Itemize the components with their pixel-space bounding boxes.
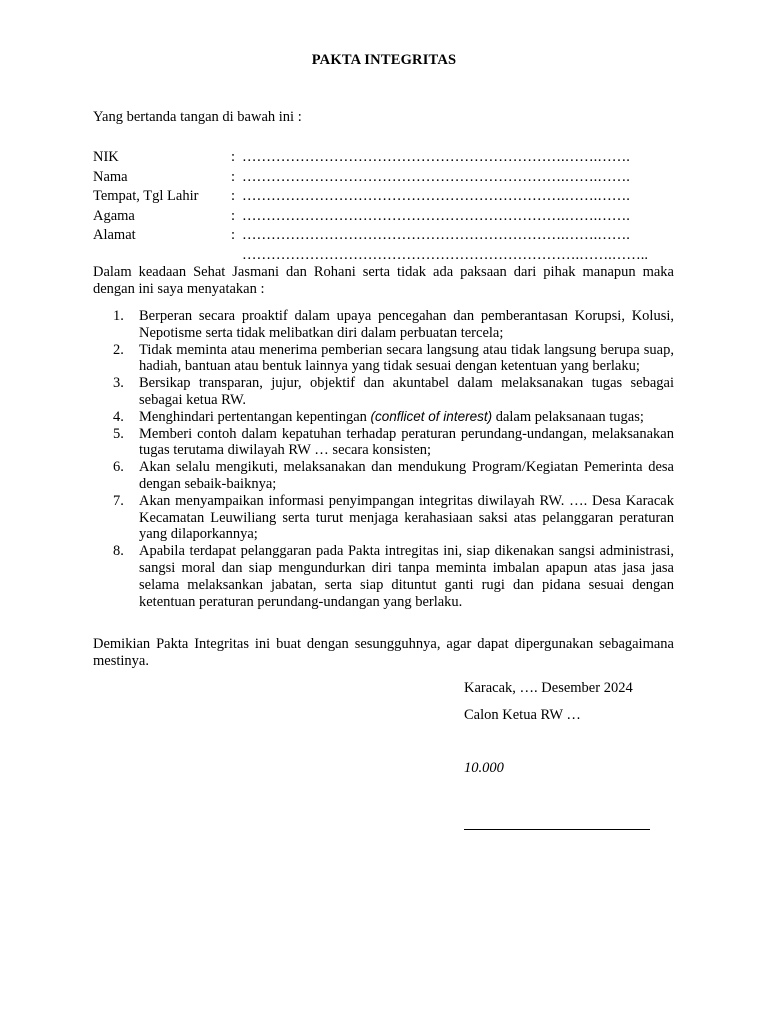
field-agama (93, 207, 653, 227)
field-blank: ………………………………………………………….…….……. (242, 188, 630, 204)
list-text: Tidak meminta atau menerima pemberian secara langsung atau tidak langsung berupa suap, hadiah, bantuan atau bentuk lainnya yang tidak sesuai dengan ketentuan yang berlaku; (139, 341, 674, 375)
field-colon: : (231, 168, 236, 185)
signature-role: Calon Ketua RW … (464, 707, 581, 723)
list-item (93, 342, 674, 376)
list-item (93, 459, 674, 493)
list-text-after: dalam pelaksanaan tugas; (492, 408, 644, 425)
closing-paragraph: Demikian Pakta Integritas ini buat dengan sesungguhnya, agar dapat dipergunakan sebagaimana mestinya. (93, 636, 674, 669)
list-text: Akan menyampaikan informasi penyimpangan integritas diwilayah RW. …. Desa Karacak Kecamatan Leuwiliang serta turut menjaga kerahasiaan saksi atas pelanggaran peraturan yang dilaporkannya; (139, 492, 674, 543)
field-blank: ………………………………………………………….…….……. (242, 149, 630, 165)
field-label: NIK (93, 149, 119, 165)
list-number: 6. (113, 459, 124, 476)
list-item (93, 493, 674, 543)
list-text (139, 409, 644, 425)
field-nama (93, 168, 653, 188)
list-text: Berperan secara proaktif dalam upaya pencegahan dan pemberantasan Korupsi, Kolusi, Nepotisme serta tidak melibatkan diri dalam perbuatan tercela; (139, 308, 674, 341)
stamp-duty-text: 10.000 (464, 760, 504, 776)
list-text: Akan selalu mengikuti, melaksanakan dan mendukung Program/Kegiatan Pemerinta desa dengan sebaik-baiknya; (139, 459, 674, 492)
field-label: Agama (93, 207, 135, 224)
list-text: Memberi contoh dalam kepatuhan terhadap peraturan perundang-undangan, melaksanakan tugas terutama diwilayah RW … secara konsisten; (139, 425, 674, 459)
signature-place-date: Karacak, …. Desember 2024 (464, 680, 633, 696)
identity-fields (93, 148, 653, 265)
field-colon: : (231, 207, 236, 224)
field-label: Nama (93, 168, 128, 185)
list-number: 8. (113, 543, 124, 560)
list-number: 4. (113, 408, 124, 425)
list-text-before: Menghindari pertentangan kepentingan (139, 408, 371, 425)
list-item (93, 308, 674, 342)
field-alamat-continuation (93, 246, 653, 266)
list-item (93, 375, 674, 409)
field-blank: …………………………………………………………….…….…….. (242, 246, 648, 263)
list-text: Bersikap transparan, jujur, objektif dan akuntabel dalam melaksanakan tugas sebagai sebagai ketua RW. (139, 375, 674, 408)
field-colon: : (231, 188, 236, 204)
list-item (93, 409, 674, 426)
list-item (93, 543, 674, 610)
field-nik (93, 148, 653, 168)
field-blank: ………………………………………………………….…….……. (242, 227, 630, 243)
list-number: 7. (113, 492, 124, 509)
field-label: Alamat (93, 227, 136, 243)
list-number: 2. (113, 341, 124, 358)
list-number: 5. (113, 425, 124, 442)
field-label: Tempat, Tgl Lahir (93, 188, 199, 204)
field-colon: : (231, 149, 236, 165)
intro-text: Yang bertanda tangan di bawah ini : (93, 109, 302, 125)
commitment-list (93, 308, 674, 610)
field-blank: ………………………………………………………….…….……. (242, 168, 630, 185)
signature-line (464, 829, 650, 830)
list-item (93, 426, 674, 460)
list-number: 1. (113, 308, 124, 324)
field-colon: : (231, 227, 236, 243)
field-alamat (93, 226, 653, 246)
list-number: 3. (113, 375, 124, 392)
field-tempat-tgl-lahir (93, 187, 653, 207)
document-title: PAKTA INTEGRITAS (311, 52, 457, 68)
list-text: Apabila terdapat pelanggaran pada Pakta intregitas ini, siap dikenakan sangsi administrasi, sangsi moral dan siap mengundurkan diri tanpa meminta imbalan apapun atas jasa jasa selama melaksankan jabatan, serta siap dituntut ganti rugi dan pidana sesuai dengan ketentuan peraturan perundang-undangan yang berlaku. (139, 543, 674, 610)
field-blank: ………………………………………………………….…….……. (242, 207, 630, 224)
statement-paragraph: Dalam keadaan Sehat Jasmani dan Rohani serta tidak ada paksaan dari pihak manapun maka dengan ini saya menyatakan : (93, 264, 674, 297)
list-text-italic: (conflicet of interest) (370, 408, 493, 424)
